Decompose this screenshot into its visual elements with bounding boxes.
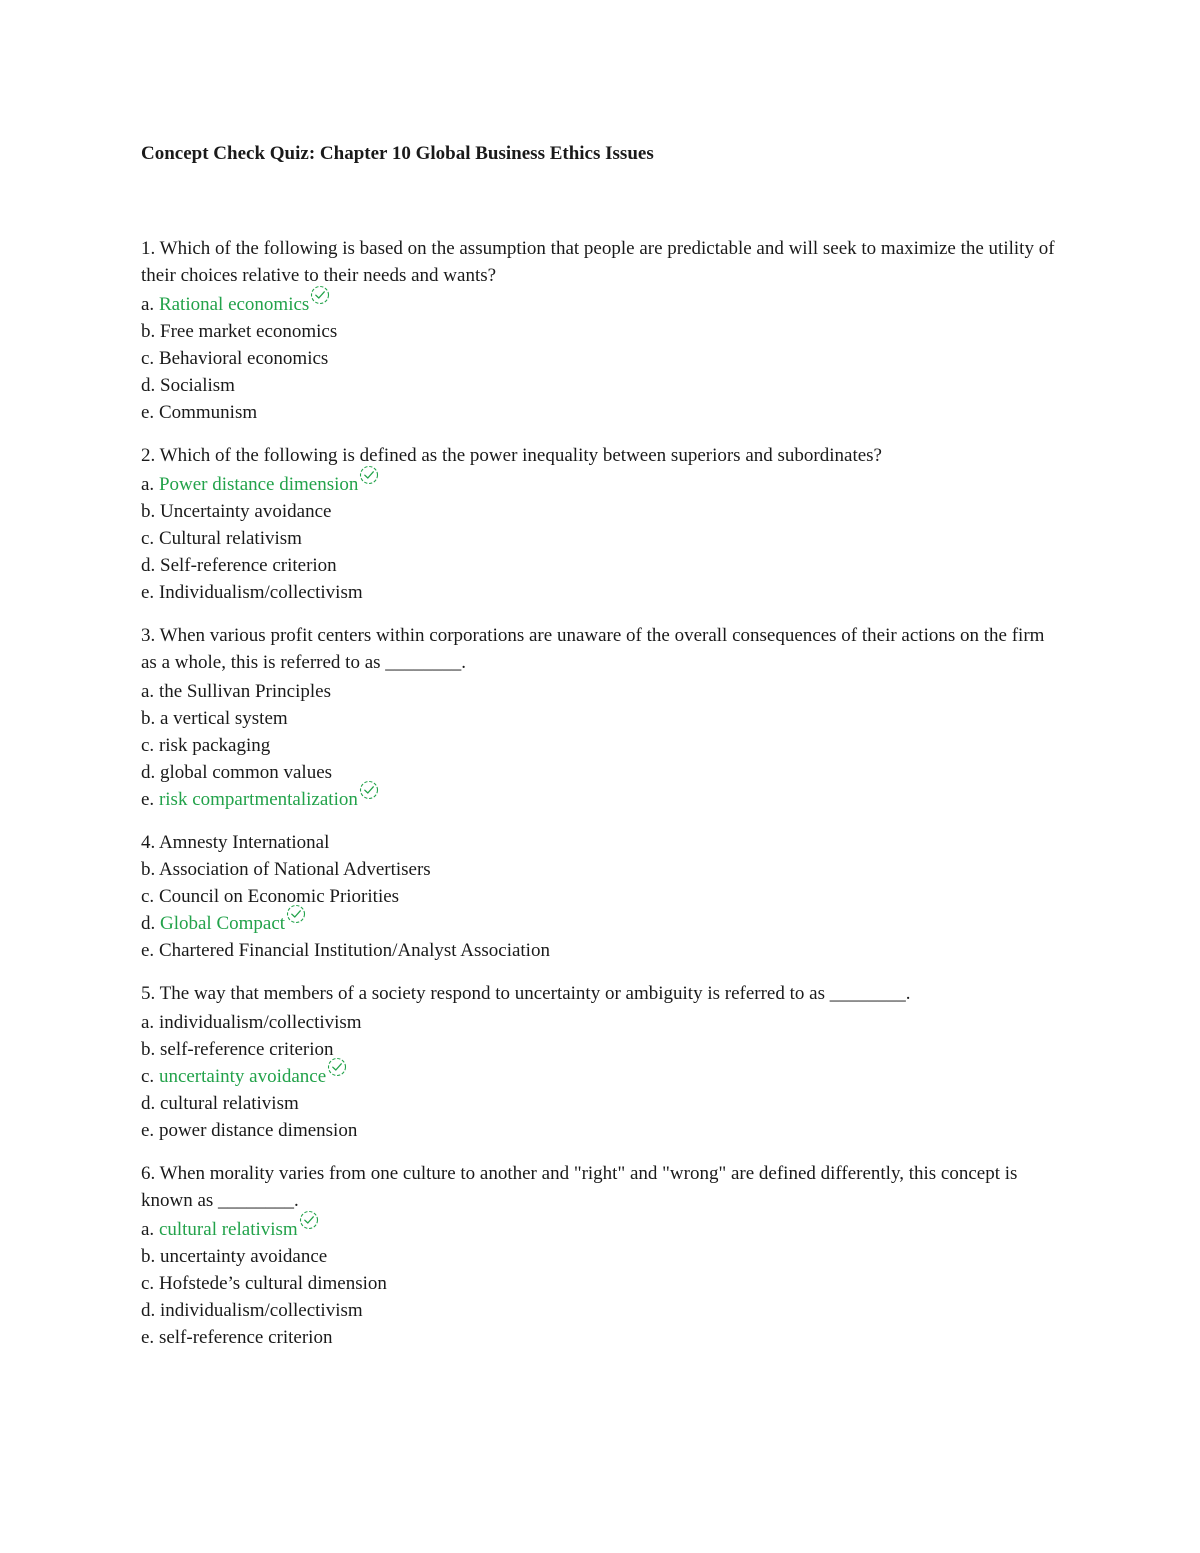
answer-option xyxy=(141,1297,1061,1324)
answer-option-correct xyxy=(141,291,1061,318)
answer-option xyxy=(141,1243,1061,1270)
option-text: Individualism/collectivism xyxy=(158,582,363,603)
answer-option-correct xyxy=(141,471,1061,498)
option-letter: a. xyxy=(141,474,159,495)
option-letter: b. xyxy=(141,1039,160,1060)
option-text: Uncertainty avoidance xyxy=(160,501,332,522)
answer-option xyxy=(141,579,1061,606)
option-letter: e. xyxy=(141,1120,159,1141)
option-letter: c. xyxy=(141,886,159,907)
check-circle-icon xyxy=(359,465,379,485)
answer-option-correct xyxy=(141,1216,1061,1243)
option-text: Council on Economic Priorities xyxy=(158,886,400,907)
answer-option xyxy=(141,1036,1061,1063)
option-letter: a. xyxy=(141,1219,159,1240)
option-text: Cultural relativism xyxy=(158,528,302,549)
check-circle-icon xyxy=(299,1210,319,1230)
option-letter: d. xyxy=(141,762,160,783)
option-text: cultural relativism xyxy=(158,1219,298,1240)
option-letter: c. xyxy=(141,1273,159,1294)
option-text: self-reference criterion xyxy=(160,1039,334,1060)
option-letter: 4. xyxy=(141,832,159,853)
answer-option xyxy=(141,399,1061,426)
option-letter: d. xyxy=(141,913,160,934)
question-text: 6. When morality varies from one culture to another and "right" and "wrong" are defined differently, this concept is known as ________. xyxy=(141,1163,1018,1211)
question-text: 1. Which of the following is based on the assumption that people are predictable and will seek to maximize the utility of their choices relative to their needs and wants? xyxy=(141,238,1055,286)
check-circle-icon xyxy=(327,1057,347,1077)
option-text: Communism xyxy=(158,402,258,423)
question-block xyxy=(141,442,1061,606)
option-letter: a. xyxy=(141,294,159,315)
option-letter: d. xyxy=(141,1093,160,1114)
option-text: global common values xyxy=(160,762,333,783)
option-letter: b. xyxy=(141,708,160,729)
option-text: Self-reference criterion xyxy=(160,555,337,576)
page-title: Concept Check Quiz: Chapter 10 Global Business Ethics Issues xyxy=(141,143,654,164)
option-text: Chartered Financial Institution/Analyst Association xyxy=(158,940,550,961)
option-text: individualism/collectivism xyxy=(158,1012,362,1033)
option-text: Global Compact xyxy=(160,913,286,934)
option-letter: e. xyxy=(141,789,159,810)
question-block xyxy=(141,235,1061,426)
option-text: individualism/collectivism xyxy=(160,1300,363,1321)
option-text: Power distance dimension xyxy=(158,474,359,495)
option-text: Hofstede’s cultural dimension xyxy=(158,1273,387,1294)
option-letter: a. xyxy=(141,1012,159,1033)
question-list xyxy=(141,235,1061,1351)
option-letter: d. xyxy=(141,1300,160,1321)
answer-option xyxy=(141,552,1061,579)
option-letter: b. xyxy=(141,1246,160,1267)
answer-option-correct xyxy=(141,910,1061,937)
answer-option xyxy=(141,1090,1061,1117)
option-letter: b. xyxy=(141,859,159,880)
answer-option xyxy=(141,856,1061,883)
option-text: Socialism xyxy=(160,375,235,396)
option-text: the Sullivan Principles xyxy=(158,681,331,702)
option-text: risk packaging xyxy=(158,735,271,756)
answer-option xyxy=(141,883,1061,910)
question-text: 5. The way that members of a society respond to uncertainty or ambiguity is referred to as ________. xyxy=(141,983,911,1004)
question-text: 3. When various profit centers within corporations are unaware of the overall consequences of their actions on the firm as a whole, this is referred to as ________. xyxy=(141,625,1045,673)
answer-option xyxy=(141,1009,1061,1036)
option-text: Rational economics xyxy=(158,294,310,315)
answer-option xyxy=(141,829,1061,856)
option-text: uncertainty avoidance xyxy=(158,1066,327,1087)
option-letter: e. xyxy=(141,582,159,603)
option-letter: c. xyxy=(141,1066,159,1087)
option-text: power distance dimension xyxy=(158,1120,358,1141)
question-block xyxy=(141,980,1061,1144)
answer-option xyxy=(141,498,1061,525)
option-text: Behavioral economics xyxy=(158,348,329,369)
option-letter: b. xyxy=(141,321,160,342)
answer-option xyxy=(141,525,1061,552)
option-text: risk compartmentalization xyxy=(158,789,358,810)
question-block xyxy=(141,829,1061,964)
option-letter: d. xyxy=(141,375,160,396)
answer-option-correct xyxy=(141,786,1061,813)
option-text: Amnesty International xyxy=(158,832,330,853)
option-text: self-reference criterion xyxy=(158,1327,333,1348)
option-letter: e. xyxy=(141,940,159,961)
answer-option xyxy=(141,937,1061,964)
answer-option xyxy=(141,705,1061,732)
answer-option xyxy=(141,1117,1061,1144)
option-letter: c. xyxy=(141,528,159,549)
question-block xyxy=(141,622,1061,813)
check-circle-icon xyxy=(359,780,379,800)
answer-option xyxy=(141,345,1061,372)
option-letter: d. xyxy=(141,555,160,576)
option-letter: c. xyxy=(141,735,159,756)
option-letter: e. xyxy=(141,402,159,423)
answer-option xyxy=(141,759,1061,786)
answer-option xyxy=(141,678,1061,705)
answer-option xyxy=(141,732,1061,759)
quiz-page xyxy=(141,140,1061,1367)
check-circle-icon xyxy=(286,904,306,924)
option-text: cultural relativism xyxy=(160,1093,299,1114)
question-text: 2. Which of the following is defined as the power inequality between superiors and subordinates? xyxy=(141,445,882,466)
option-letter: e. xyxy=(141,1327,159,1348)
answer-option xyxy=(141,1324,1061,1351)
option-letter: c. xyxy=(141,348,159,369)
option-text: uncertainty avoidance xyxy=(160,1246,328,1267)
question-block xyxy=(141,1160,1061,1351)
answer-option xyxy=(141,1270,1061,1297)
option-text: a vertical system xyxy=(160,708,288,729)
answer-option xyxy=(141,318,1061,345)
answer-option xyxy=(141,372,1061,399)
answer-option-correct xyxy=(141,1063,1061,1090)
option-letter: b. xyxy=(141,501,160,522)
check-circle-icon xyxy=(310,285,330,305)
option-text: Association of National Advertisers xyxy=(158,859,431,880)
option-text: Free market economics xyxy=(160,321,338,342)
option-letter: a. xyxy=(141,681,159,702)
